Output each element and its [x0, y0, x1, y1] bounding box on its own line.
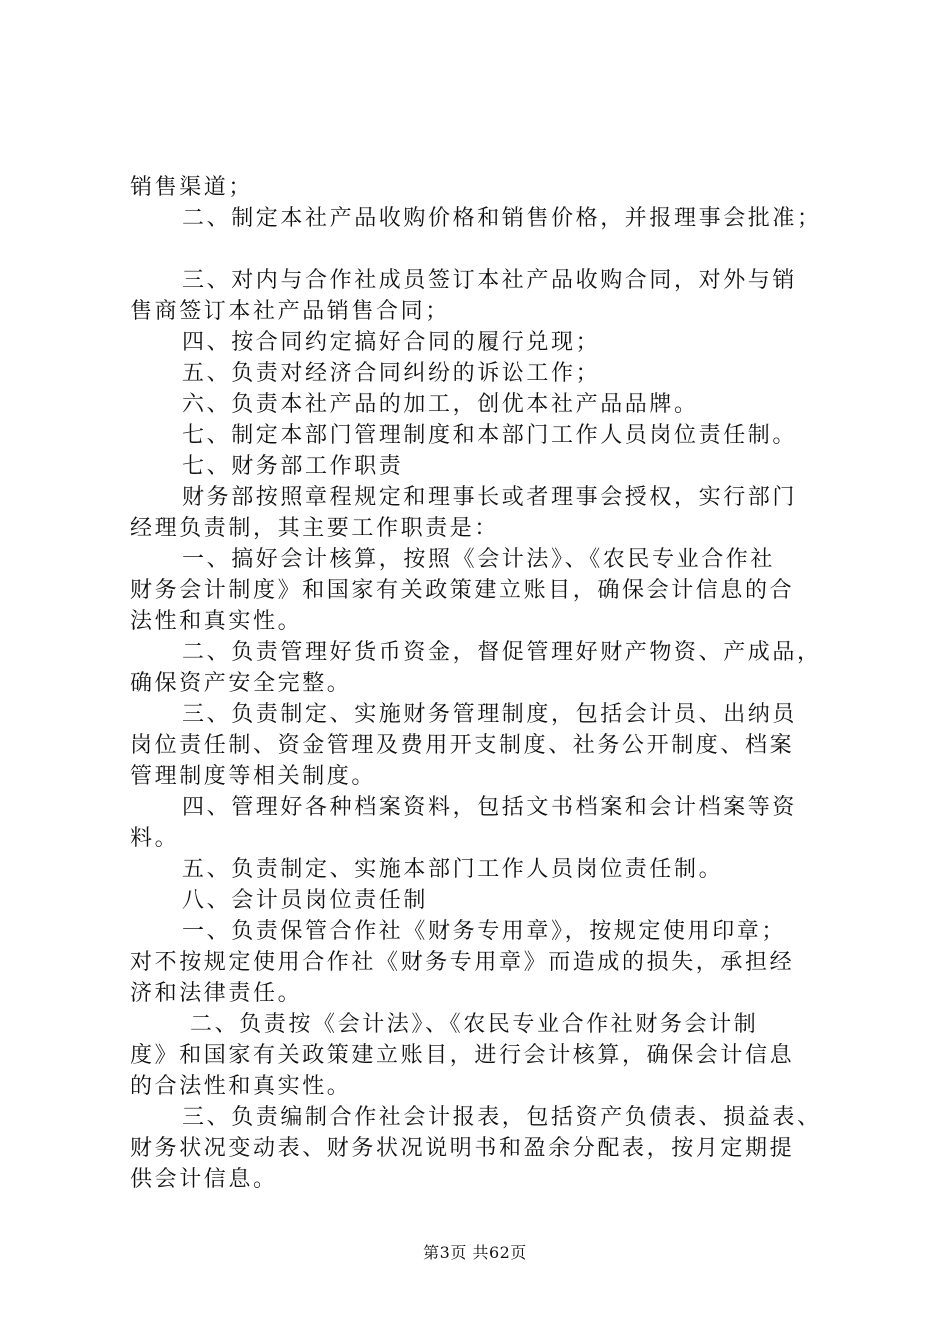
text-line: 销售渠道； — [130, 175, 254, 200]
text-line: 料。 — [130, 826, 180, 851]
text-line: 二、制定本社产品收购价格和销售价格，并报理事会批准； — [182, 206, 822, 231]
text-line: 三、对内与合作社成员签订本社产品收购合同，对外与销 — [182, 268, 798, 293]
text-line: 三、负责制定、实施财务管理制度，包括会计员、出纳员 — [182, 702, 798, 727]
text-line: 一、搞好会计核算，按照《会计法》、《农民专业合作社 — [182, 547, 776, 572]
text-line: 二、负责管理好货币资金，督促管理好财产物资、产成品， — [182, 640, 822, 665]
text-line: 度》和国家有关政策建立账目，进行会计核算，确保会计信息 — [130, 1043, 795, 1068]
text-line: 财务状况变动表、财务状况说明书和盈余分配表，按月定期提 — [130, 1136, 795, 1161]
text-line: 四、按合同约定搞好合同的履行兑现； — [182, 330, 601, 355]
text-line: 经理负责制，其主要工作职责是： — [130, 516, 500, 541]
text-line: 五、负责制定、实施本部门工作人员岗位责任制。 — [182, 857, 724, 882]
text-line: 财务会计制度》和国家有关政策建立账目，确保会计信息的合 — [130, 578, 795, 603]
page-footer — [0, 1242, 950, 1264]
text-line: 对不按规定使用合作社《财务专用章》而造成的损失，承担经 — [130, 950, 795, 975]
section-heading: 八、会计员岗位责任制 — [182, 888, 429, 913]
document-body — [130, 172, 845, 1195]
text-line: 法性和真实性。 — [130, 609, 303, 634]
blank-line — [130, 234, 845, 265]
text-line: 的合法性和真实性。 — [130, 1074, 352, 1099]
text-line: 一、负责保管合作社《财务专用章》，按规定使用印章； — [182, 919, 787, 944]
text-line: 管理制度等相关制度。 — [130, 764, 377, 789]
section-heading: 七、财务部工作职责 — [182, 454, 404, 479]
text-line: 二、负责按《会计法》、《农民专业合作社财务会计制 — [190, 1012, 759, 1037]
text-line: 财务部按照章程规定和理事长或者理事会授权，实行部门 — [182, 485, 798, 510]
text-line: 三、负责编制合作社会计报表，包括资产负债表、损益表、 — [182, 1105, 822, 1130]
text-line: 六、负责本社产品的加工，创优本社产品品牌。 — [182, 392, 699, 417]
page-number-label: 第3页 共62页 — [423, 1243, 527, 1262]
text-line: 售商签订本社产品销售合同； — [130, 299, 450, 324]
text-line: 五、负责对经济合同纠纷的诉讼工作； — [182, 361, 601, 386]
text-line: 岗位责任制、资金管理及费用开支制度、社务公开制度、档案 — [130, 733, 795, 758]
text-line: 确保资产安全完整。 — [130, 671, 352, 696]
text-line: 供会计信息。 — [130, 1167, 278, 1192]
text-line: 四、管理好各种档案资料，包括文书档案和会计档案等资 — [182, 795, 798, 820]
text-line: 七、制定本部门管理制度和本部门工作人员岗位责任制。 — [182, 423, 798, 448]
text-line: 济和法律责任。 — [130, 981, 303, 1006]
